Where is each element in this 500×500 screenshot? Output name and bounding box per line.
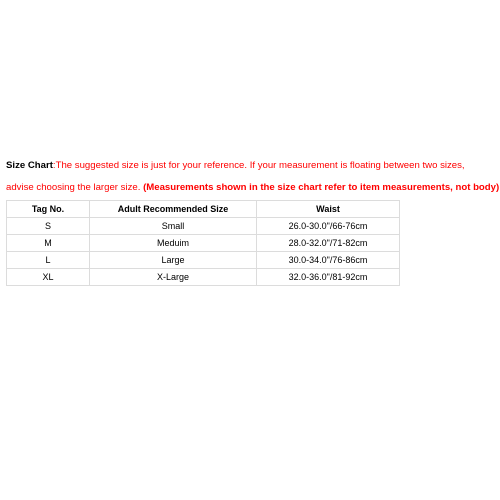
intro-line-1 (6, 160, 496, 172)
intro-text-1: The suggested size is just for your reference. If your measurement is floating between two sizes, (55, 160, 465, 171)
measurement-note: (Measurements shown in the size chart refer to item measurements, not body) (143, 182, 500, 193)
size-chart (4, 160, 500, 286)
cell-tag: S (7, 218, 90, 235)
table-header-row (7, 201, 400, 218)
cell-waist: 30.0-34.0"/76-86cm (257, 252, 400, 269)
table-row (7, 218, 400, 235)
cell-tag: M (7, 235, 90, 252)
cell-size: Large (90, 252, 257, 269)
size-chart-label: Size Chart (6, 160, 53, 171)
label-colon: : (52, 160, 56, 171)
cell-size: X-Large (90, 269, 257, 286)
header-waist: Waist (257, 201, 400, 218)
table-row (7, 269, 400, 286)
cell-tag: L (7, 252, 90, 269)
header-adult-size: Adult Recommended Size (90, 201, 257, 218)
cell-waist: 28.0-32.0"/71-82cm (257, 235, 400, 252)
cell-tag: XL (7, 269, 90, 286)
cell-size: Small (90, 218, 257, 235)
cell-waist: 32.0-36.0"/81-92cm (257, 269, 400, 286)
cell-waist: 26.0-30.0"/66-76cm (257, 218, 400, 235)
header-tag-no: Tag No. (7, 201, 90, 218)
table-row (7, 235, 400, 252)
table-row (7, 252, 400, 269)
intro-line-2 (6, 182, 500, 194)
intro-text-2: advise choosing the larger size. (6, 182, 144, 193)
size-table (6, 200, 400, 286)
cell-size: Meduim (90, 235, 257, 252)
